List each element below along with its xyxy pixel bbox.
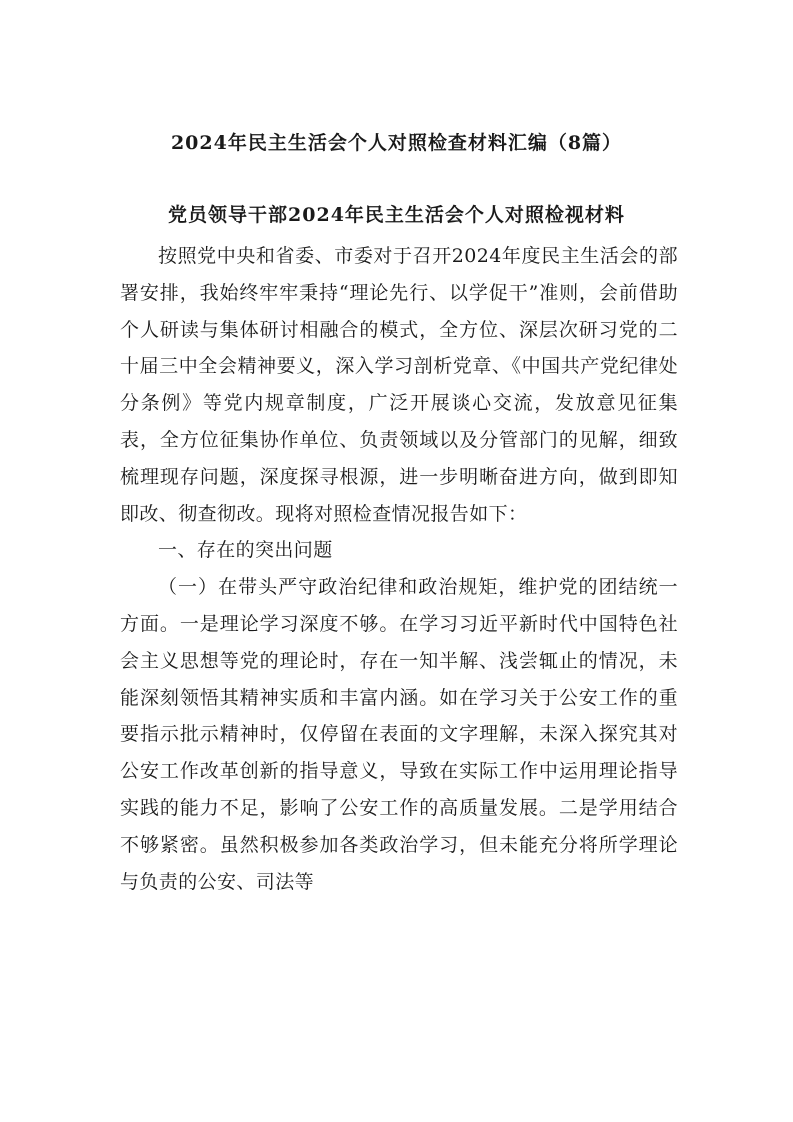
section-heading-problems: 一、存在的突出问题 — [158, 539, 333, 562]
document-body — [120, 238, 678, 900]
document-title: 2024年民主生活会个人对照检查材料汇编（8篇） — [170, 132, 623, 154]
document-subtitle: 党员领导干部2024年民主生活会个人对照检视材料 — [168, 204, 625, 226]
paragraph-political-discipline: （一）在带头严守政治纪律和政治规矩，维护党的团结统一方面。一是理论学习深度不够。在学习习近平新时代中国特色社会主义思想等党的理论时，存在一知半解、浅尝辄止的情况，未能深刻领悟其精神实质和丰富内涵。如在学习关于公安工作的重要指示批示精神时，仅停留在表面的文字理解，未深入探究其对公安工作改革创新的指导意义，导致在实际工作中运用理论指导实践的能力不足，影响了公安工作的高质量发展。二是学用结合不够紧密。虽然积极参加各类政治学习，但未能充分将所学理论与负责的公安、司法等 — [120, 576, 678, 893]
paragraph-intro: 按照党中央和省委、市委对于召开2024年度民主生活会的部署安排，我始终牢牢秉持“理论先行、以学促干”准则，会前借助个人研读与集体研讨相融合的模式，全方位、深层次研习党的二十届三中全会精神要义，深入学习剖析党章、《中国共产党纪律处分条例》等党内规章制度，广泛开展谈心交流，发放意见征集表，全方位征集协作单位、负责领域以及分管部门的见解，细致梳理现存问题，深度探寻根源，进一步明晰奋进方向，做到即知即改、彻查彻改。现将对照检查情况报告如下： — [120, 245, 678, 525]
